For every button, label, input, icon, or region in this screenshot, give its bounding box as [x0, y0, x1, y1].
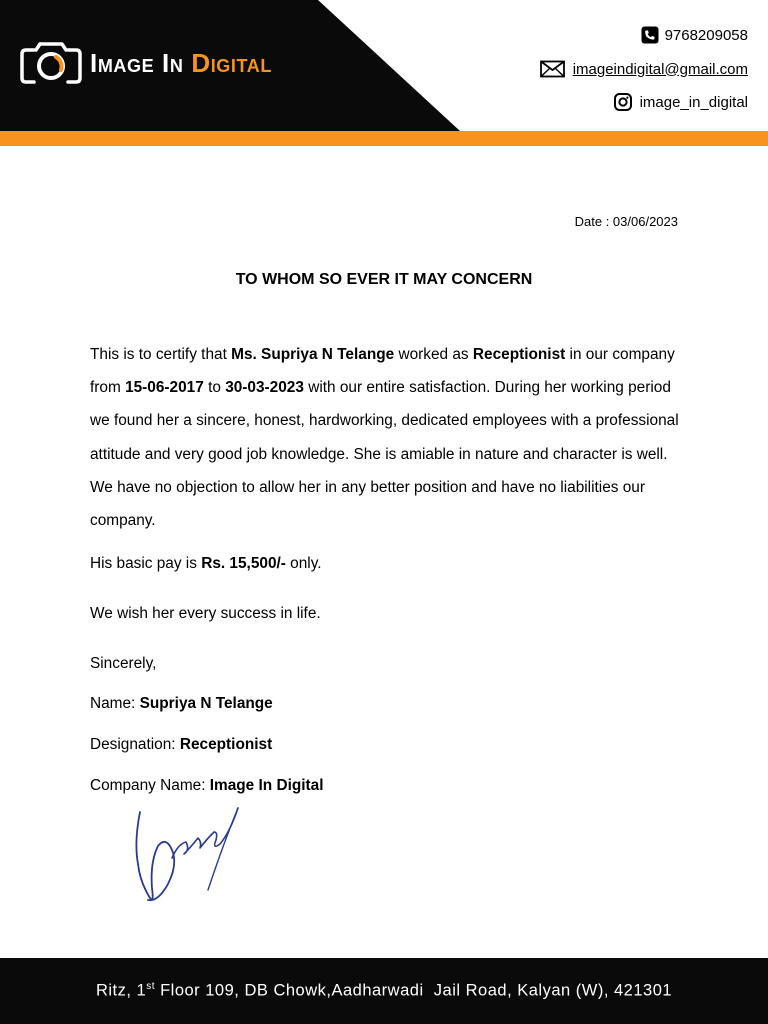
address-part: Ritz, 1	[95, 981, 147, 1000]
employee-name-bold: Ms. Supriya N Telange	[231, 346, 395, 363]
logo-word-digital: Digital	[191, 47, 272, 78]
body-text: worked as	[394, 346, 473, 363]
footer-address	[96, 981, 672, 1001]
contact-instagram[interactable]	[614, 93, 748, 111]
instagram-handle: image_in_digital	[639, 93, 748, 111]
phone-number: 9768209058	[664, 26, 748, 44]
contact-email[interactable]	[540, 60, 748, 78]
designation-bold: Receptionist	[472, 346, 566, 363]
company-logo	[20, 40, 272, 86]
mail-icon	[540, 60, 565, 78]
signatory-name	[90, 695, 273, 713]
name-label: Name:	[90, 695, 140, 712]
pay-amount: Rs. 15,500/-	[201, 555, 286, 572]
header-orange-band	[0, 131, 768, 146]
wish-line: We wish her every success in life.	[90, 605, 321, 622]
address-part: Floor 109, DB Chowk,Aadharwadi Jail Road, Kalyan (W), 421301	[154, 981, 673, 1000]
contact-phone[interactable]	[641, 26, 748, 44]
signatory-designation	[90, 736, 272, 754]
end-date-bold: 30-03-2023	[225, 379, 304, 397]
closing-line: Sincerely,	[90, 655, 157, 672]
company-value: Image In Digital	[209, 777, 324, 794]
signatory-company	[90, 777, 324, 795]
letter-heading: TO WHOM SO EVER IT MAY CONCERN	[235, 271, 533, 288]
handwritten-signature	[128, 802, 246, 912]
body-text: with our entire satisfaction. During her working period we found her a sincere, honest, hardworking, dedicated employees with a professional attitude and very good job knowledge. She is amiable in nature and character is well. We have no objection to allow her in any better position and have no liabilities our company.	[90, 379, 679, 530]
start-date-bold: 15-06-2017	[125, 379, 204, 397]
letterhead-footer	[0, 958, 768, 1024]
pay-line	[90, 555, 322, 573]
letter-date: Date : 03/06/2023	[574, 214, 678, 229]
name-value: Supriya N Telange	[139, 695, 273, 712]
phone-icon	[641, 26, 659, 44]
pay-suffix: only.	[285, 555, 322, 572]
body-text: This is to certify that	[90, 346, 232, 363]
address-superscript: st	[146, 981, 155, 993]
email-address[interactable]: imageindigital@gmail.com	[572, 60, 748, 78]
designation-value: Receptionist	[179, 736, 273, 753]
body-text: in our company from	[90, 346, 675, 397]
designation-label: Designation:	[90, 736, 180, 753]
company-label: Company Name:	[90, 777, 210, 794]
letterhead-header	[0, 0, 768, 146]
certificate-paragraph	[90, 338, 680, 537]
logo-wordmark	[90, 48, 272, 79]
logo-word-image-in: Image In	[90, 47, 184, 78]
pay-prefix: His basic pay is	[90, 555, 202, 572]
body-text: to	[203, 379, 226, 397]
instagram-icon	[614, 93, 632, 111]
camera-icon	[20, 40, 82, 86]
